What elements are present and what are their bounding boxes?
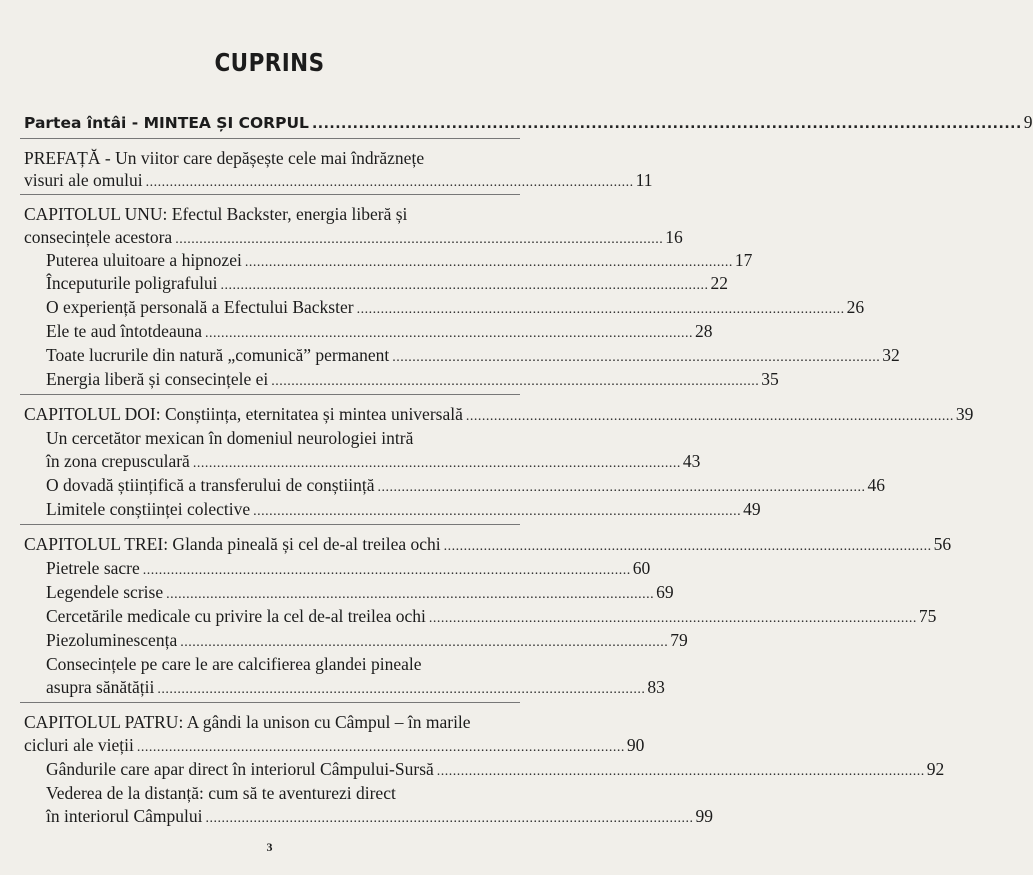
- toc-entry-page: 11: [635, 170, 653, 190]
- toc-entry-page: 90: [626, 735, 645, 755]
- toc-entry-page: 32: [882, 345, 900, 365]
- leader-dots: ..........................................................................................................................: [253, 504, 742, 519]
- toc-entry-text-cont: în zona crepusculară: [46, 451, 190, 471]
- toc-entry-text-cont: consecințele acestora: [24, 227, 173, 247]
- toc-entry-text: CAPITOLUL PATRU: A gândi la unison cu Câmpul – în marile: [24, 712, 471, 732]
- toc-entry-page: 69: [656, 582, 674, 602]
- toc-entry-page: 26: [846, 297, 865, 317]
- toc-entry-page: 79: [670, 630, 688, 650]
- toc-entry-page: 35: [761, 369, 779, 389]
- leader-dots: ..........................................................................................................................: [192, 456, 681, 471]
- toc-entry-page: 43: [682, 451, 701, 471]
- leader-dots: ..........................................................................................................................: [271, 374, 760, 389]
- separator: [20, 702, 520, 703]
- page-number: 3: [266, 840, 273, 854]
- toc-entry-chapter-four-cont: [24, 734, 645, 756]
- leader-dots: ..........................................................................................................................: [136, 740, 625, 755]
- toc-entry-text: CAPITOLUL UNU: Efectul Backster, energia liberă și: [24, 204, 408, 224]
- toc-entry-text: Un cercetător mexican în domeniul neurologiei intră: [46, 428, 414, 448]
- toc-subentry: [46, 320, 713, 342]
- toc-entry-text: CAPITOLUL DOI: Conștiința, eternitatea și mintea universală: [24, 404, 463, 424]
- toc-entry-page: 49: [743, 499, 761, 519]
- leader-dots: ..........................................................................................................................: [142, 563, 631, 578]
- toc-subentry: [46, 581, 674, 603]
- toc-entry-text-cont: în interiorul Câmpului: [46, 806, 203, 826]
- separator: [20, 138, 520, 139]
- toc-entry-text: Toate lucrurile din natură „comunică” permanent: [46, 345, 390, 365]
- toc-entry-text: Legendele scrise: [46, 582, 164, 602]
- leader-dots: ..........................................................................................................................: [205, 811, 694, 826]
- toc-subentry: [46, 653, 520, 675]
- toc-entry-text-cont: asupra sănătății: [46, 677, 155, 697]
- toc-entry-text: Vederea de la distanță: cum să te aventurezi direct: [46, 783, 396, 803]
- leader-dots: ..........................................................................................................................: [356, 302, 845, 317]
- toc-subentry: [46, 498, 761, 520]
- toc-entry-page: 17: [734, 250, 753, 270]
- page-title: CUPRINS: [214, 48, 325, 77]
- separator: [20, 524, 520, 525]
- toc-entry-text: Limitele conștiinței colective: [46, 499, 251, 519]
- leader-dots: ..........................................................................................................................: [311, 116, 1022, 132]
- toc-entry-chapter-one: [24, 203, 520, 225]
- toc-entry-text-cont: visuri ale omului: [24, 170, 143, 190]
- leader-dots: ..........................................................................................................................: [443, 539, 932, 554]
- toc-subentry: [46, 249, 753, 271]
- toc-entry-text: Piezoluminescența: [46, 630, 178, 650]
- leader-dots: ..........................................................................................................................: [392, 350, 881, 365]
- toc-entry-page: 22: [710, 273, 729, 293]
- toc-entry-chapter-three: [24, 533, 952, 555]
- toc-entry-text: PREFAȚĂ - Un viitor care depășește cele mai îndrăznețe: [24, 148, 425, 168]
- toc-entry-preface-cont: [24, 169, 653, 191]
- toc-entry-page: 46: [867, 475, 886, 495]
- toc-entry-text: Puterea uluitoare a hipnozei: [46, 250, 242, 270]
- toc-entry-part-one: [24, 111, 1033, 133]
- toc-subentry: [46, 427, 520, 449]
- leader-dots: ..........................................................................................................................: [180, 635, 669, 650]
- toc-entry-page: 99: [695, 806, 714, 826]
- leader-dots: ..........................................................................................................................: [436, 764, 925, 779]
- toc-entry-page: 83: [647, 677, 665, 697]
- toc-subentry: [46, 344, 900, 366]
- toc-subentry-cont: [46, 676, 665, 698]
- toc-entry-text-cont: cicluri ale vieții: [24, 735, 134, 755]
- toc-entry-page: 16: [665, 227, 683, 247]
- toc-entry-chapter-four: [24, 711, 520, 733]
- toc-entry-text: CAPITOLUL TREI: Glanda pineală și cel de-al treilea ochi: [24, 534, 441, 554]
- leader-dots: ..........................................................................................................................: [465, 409, 954, 424]
- toc-entry-page: 28: [694, 321, 713, 341]
- leader-dots: ..........................................................................................................................: [166, 587, 655, 602]
- toc-subentry: [46, 272, 729, 294]
- toc-entry-page: 39: [955, 404, 974, 424]
- toc-entry-text: Ele te aud întotdeauna: [46, 321, 202, 341]
- leader-dots: ..........................................................................................................................: [145, 175, 634, 190]
- toc-entry-text: Gândurile care apar direct în interiorul Câmpului-Sursă: [46, 759, 434, 779]
- toc-subentry: [46, 605, 937, 627]
- toc-subentry: [46, 557, 651, 579]
- toc-subentry-cont: [46, 805, 714, 827]
- toc-entry-chapter-one-cont: [24, 226, 683, 248]
- toc-entry-text: Energia liberă și consecințele ei: [46, 369, 269, 389]
- toc-entry-text: Partea întâi - MINTEA ȘI CORPUL: [24, 114, 309, 132]
- toc-entry-text: Începuturile poligrafului: [46, 273, 218, 293]
- toc-entry-page: 92: [926, 759, 945, 779]
- leader-dots: ..........................................................................................................................: [204, 326, 693, 341]
- toc-entry-text: O experiență personală a Efectului Backster: [46, 297, 354, 317]
- toc-entry-text: Consecințele pe care le are calcifierea glandei pineale: [46, 654, 422, 674]
- toc-entry-page: 9: [1023, 112, 1033, 132]
- leader-dots: ..........................................................................................................................: [220, 278, 709, 293]
- toc-entry-chapter-two: [24, 403, 974, 425]
- leader-dots: ..........................................................................................................................: [244, 255, 733, 270]
- toc-entry-page: 75: [918, 606, 937, 626]
- separator: [20, 394, 520, 395]
- toc-entry-page: 60: [632, 558, 651, 578]
- toc-entry-preface: [24, 147, 520, 169]
- toc-subentry: [46, 296, 865, 318]
- separator: [20, 194, 520, 195]
- leader-dots: ..........................................................................................................................: [157, 682, 646, 697]
- toc-entry-page: 56: [933, 534, 952, 554]
- toc-subentry: [46, 368, 779, 390]
- leader-dots: ..........................................................................................................................: [377, 480, 866, 495]
- toc-entry-text: O dovadă științifică a transferului de conștiință: [46, 475, 375, 495]
- toc-entry-text: Cercetările medicale cu privire la cel de-al treilea ochi: [46, 606, 426, 626]
- toc-entry-text: Pietrele sacre: [46, 558, 140, 578]
- toc-subentry-cont: [46, 450, 701, 472]
- toc-subentry: [46, 758, 945, 780]
- toc-subentry: [46, 474, 886, 496]
- toc-subentry: [46, 629, 688, 651]
- leader-dots: ..........................................................................................................................: [175, 232, 664, 247]
- leader-dots: ..........................................................................................................................: [428, 611, 917, 626]
- toc-subentry: [46, 782, 520, 804]
